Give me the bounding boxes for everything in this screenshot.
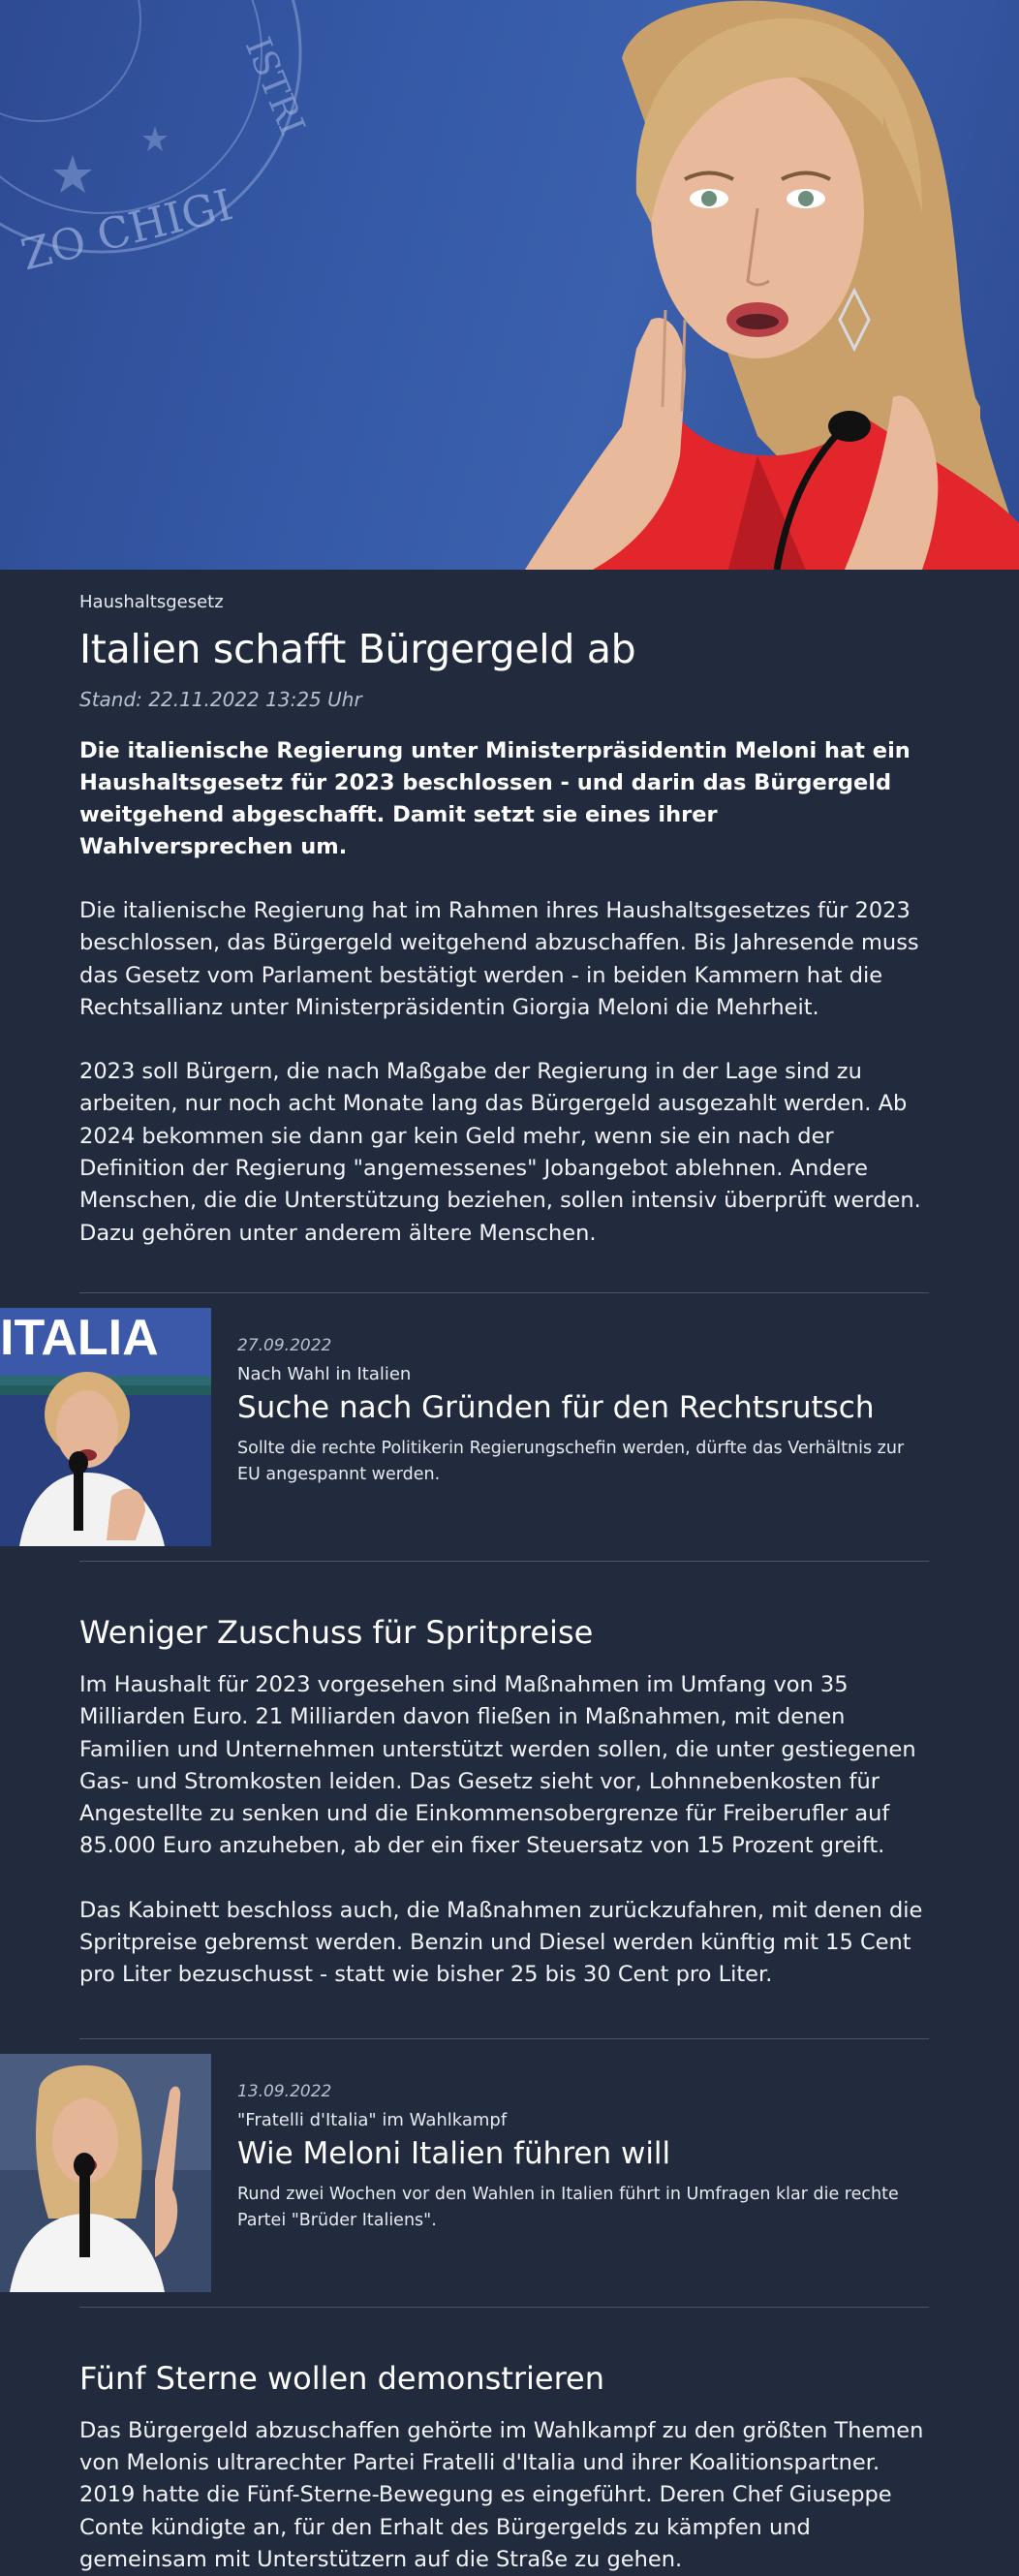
divider — [79, 2307, 929, 2308]
teaser-description: Sollte die rechte Politikerin Regierungschefin werden, dürfte das Verhältnis zur EU angespannt werden. — [237, 1438, 905, 1484]
teaser-title[interactable]: Suche nach Gründen für den Rechtsrutsch — [237, 1389, 875, 1425]
article-timestamp: Stand: 22.11.2022 13:25 Uhr — [79, 688, 362, 711]
divider — [79, 2038, 929, 2039]
teaser-date: 27.09.2022 — [237, 1335, 332, 1355]
article-lead: Die italienische Regierung unter Ministerpräsidentin Meloni hat ein Haushaltsgesetz für 2023 beschlossen - und darin das Bürgergeld weitgehend abgeschafft. Damit setzt sie eines ihrer Wahlversprechen um. — [79, 738, 911, 859]
article-headline: Italien schafft Bürgergeld ab — [79, 626, 636, 672]
article-paragraph: Das Kabinett beschloss auch, die Maßnahmen zurückzufahren, mit denen die Spritpreise gebremst werden. Benzin und Diesel werden künftig mit 15 Cent pro Liter bezuschusst - statt wie bisher 25 bis 30 Cent pro Liter. — [79, 1897, 923, 1988]
teaser-topline: "Fratelli d'Italia" im Wahlkampf — [237, 2109, 508, 2130]
article-paragraph: Die italienische Regierung hat im Rahmen ihres Haushaltsgesetzes für 2023 beschlossen, das Bürgergeld weitgehend abzuschaffen. Bis Jahresende muss das Gesetz vom Parlament bestätigt werden - in beiden Kammern hat die Rechtsallianz unter Ministerpräsidentin Giorgia Meloni die Mehrheit. — [79, 898, 919, 1020]
teaser-image[interactable] — [0, 1308, 211, 1546]
teaser-image-text: ITALIA — [0, 1309, 159, 1366]
teaser-topline: Nach Wahl in Italien — [237, 1363, 412, 1384]
section-heading: Fünf Sterne wollen demonstrieren — [79, 2359, 605, 2397]
hero-image — [0, 0, 1019, 570]
divider — [79, 1292, 929, 1293]
related-article-teaser[interactable] — [0, 2054, 1019, 2292]
article-paragraph: Das Bürgergeld abzuschaffen gehörte im Wahlkampf zu den größten Themen von Melonis ultrarechter Partei Fratelli d'Italia und ihrer Koalitionspartner. 2019 hatte die Fünf-Sterne-Bewegung es eingeführt. Deren Chef Giuseppe Conte kündigte an, für den Erhalt des Bürgergelds zu kämpfen und gemeinsam mit Unterstützern auf die Straße zu gehen. — [79, 2417, 924, 2572]
teaser-image[interactable] — [0, 2054, 211, 2292]
article-topline: Haushaltsgesetz — [79, 592, 224, 612]
teaser-description: Rund zwei Wochen vor den Wahlen in Italien führt in Umfragen klar die rechte Partei "Brüder Italiens". — [237, 2184, 899, 2230]
divider — [79, 1561, 929, 1562]
article-paragraph: 2023 soll Bürgern, die nach Maßgabe der Regierung in der Lage sind zu arbeiten, nur noch acht Monate lang das Bürgergeld ausgezahlt werden. Ab 2024 bekommen sie dann gar kein Geld mehr, wenn sie ein nach der Definition der Regierung "angemessenes" Jobangebot ablehnen. Andere Menschen, die die Unterstützung beziehen, sollen intensiv überprüft werden. Dazu gehören unter anderem ältere Menschen. — [79, 1059, 921, 1246]
related-article-teaser[interactable] — [0, 1308, 1019, 1546]
teaser-date: 13.09.2022 — [237, 2081, 332, 2101]
section-heading: Weniger Zuschuss für Spritpreise — [79, 1613, 594, 1651]
seal-text-2: ISTRI — [236, 32, 312, 141]
seal-text: ZO CHIGI — [15, 180, 238, 281]
teaser-title[interactable]: Wie Meloni Italien führen will — [237, 2135, 671, 2171]
speaker-portrait — [302, 0, 1019, 570]
article-paragraph: Im Haushalt für 2023 vorgesehen sind Maßnahmen im Umfang von 35 Milliarden Euro. 21 Milliarden davon fließen in Maßnahmen, mit denen Familien und Unternehmen unterstützt werden sollen, die unter gestiegenen Gas- und Stromkosten leiden. Das Gesetz sieht vor, Lohnnebenkosten für Angestellte zu senken und die Einkommensobergrenze für Freiberufler auf 85.000 Euro anzuheben, ab der ein fixer Steuersatz von 15 Prozent greift. — [79, 1671, 916, 1859]
palazzo-chigi-seal — [0, 0, 329, 291]
